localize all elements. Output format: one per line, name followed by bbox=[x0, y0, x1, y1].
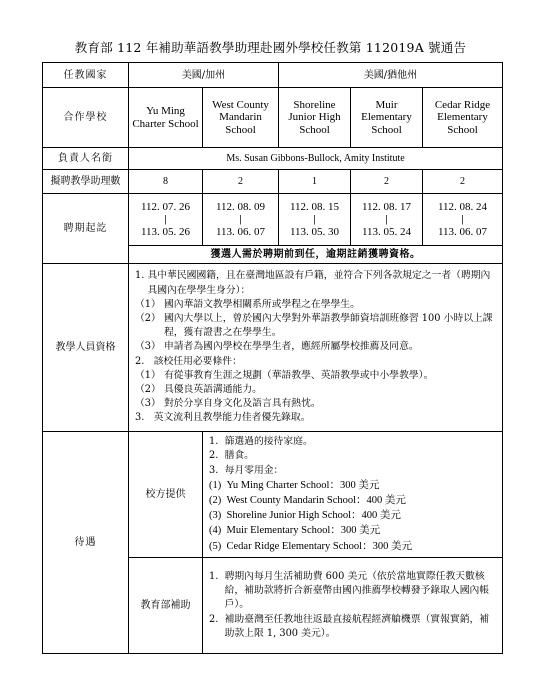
list-item: 1. 聘期內每月生活補助費 600 美元（依於當地實際任教天數核給，補助款將折合新臺幣由國內推薦學校轉發予錄取人國內帳戶）。 bbox=[209, 570, 490, 611]
country-label: 任教國家 bbox=[43, 63, 129, 88]
period-start: 112. 08. 24 bbox=[437, 201, 488, 214]
period-separator: | bbox=[460, 214, 465, 225]
moe-subsidy-label: 教育部補助 bbox=[129, 558, 203, 654]
list-item: 3. 英文流利且教學能力佳者優先錄取。 bbox=[135, 412, 311, 424]
period-start: 112. 08. 17 bbox=[361, 201, 412, 214]
school-name: Cedar Ridge Elementary School bbox=[423, 88, 503, 148]
count-label: 擬聘教學助理數 bbox=[43, 170, 129, 194]
notice-table bbox=[42, 62, 503, 654]
period-label: 聘期起訖 bbox=[43, 194, 129, 264]
period-end: 113. 05. 26 bbox=[140, 225, 191, 238]
period-cell bbox=[279, 194, 351, 246]
assistant-count: 2 bbox=[351, 170, 423, 194]
period-cell bbox=[351, 194, 423, 246]
period-end: 113. 06. 07 bbox=[215, 225, 266, 238]
qualification-content bbox=[129, 264, 503, 432]
list-item: （1） 有從事教育生涯之規劃（華語教學、英語教學或中小學教學）。 bbox=[135, 369, 434, 381]
list-item: （2） 國內大學以上，曾於國內大學對外華語教學師資培訓班修習 100 小時以上課程，獲有證書之在學學生。 bbox=[135, 312, 493, 339]
list-item: 3. 每月零用金： bbox=[209, 464, 284, 476]
list-item: 1. 篩選過的接待家庭。 bbox=[209, 436, 313, 448]
list-item: （1） 國內華語文教學相關系所或學程之在學學生。 bbox=[135, 298, 360, 310]
moe-subsidy-content bbox=[203, 558, 503, 654]
list-item: 2. 補助臺灣至任教地往返最直接航程經濟艙機票（實報實銷，補助款上限 1, 300 美元）。 bbox=[209, 613, 490, 639]
school-name: Yu Ming Charter School bbox=[129, 88, 203, 148]
period-cell bbox=[129, 194, 203, 246]
school-provides-content bbox=[203, 432, 503, 558]
period-end: 113. 05. 24 bbox=[361, 225, 412, 238]
school-label: 合作學校 bbox=[43, 88, 129, 148]
list-item: （3） 申請者為國內學校在學學生者，應經所屬學校推薦及同意。 bbox=[135, 341, 419, 353]
period-separator: | bbox=[163, 214, 168, 225]
period-separator: | bbox=[312, 214, 317, 225]
qualification-label: 教學人員資格 bbox=[43, 264, 129, 432]
treatment-label: 待遇 bbox=[43, 432, 129, 654]
list-item: (4) Muir Elementary School：300 美元 bbox=[209, 525, 381, 537]
period-start: 112. 08. 09 bbox=[215, 201, 266, 214]
school-name: Shoreline Junior High School bbox=[279, 88, 351, 148]
period-separator: | bbox=[238, 214, 243, 225]
assistant-count: 8 bbox=[129, 170, 203, 194]
period-end: 113. 06. 07 bbox=[437, 225, 488, 238]
list-item: 2. 膳食。 bbox=[209, 450, 254, 462]
list-item: (2) West County Mandarin School：400 美元 bbox=[209, 494, 406, 506]
list-item: （2） 具優良英語溝通能力。 bbox=[135, 384, 262, 395]
assistant-count: 2 bbox=[203, 170, 279, 194]
page-title: 教育部 112 年補助華語教學助理赴國外學校任教第 112019A 號通告 bbox=[74, 40, 467, 55]
contact-value: Ms. Susan Gibbons-Bullock, Amity Institute bbox=[129, 148, 503, 170]
contact-label: 負責人名銜 bbox=[43, 148, 129, 170]
period-cell bbox=[423, 194, 503, 246]
school-name: Muir Elementary School bbox=[351, 88, 423, 148]
country-california: 美國/加州 bbox=[129, 63, 279, 88]
list-item: （3） 對於分享自身文化及語言具有熱忱。 bbox=[135, 398, 321, 410]
period-end: 113. 05. 30 bbox=[289, 225, 340, 238]
school-name: West County Mandarin School bbox=[203, 88, 279, 148]
country-utah: 美國/猶他州 bbox=[279, 63, 503, 88]
list-item: (1) Yu Ming Charter School：300 美元 bbox=[209, 479, 380, 491]
arrival-notice: 獲選人需於聘期前到任，逾期註銷獲聘資格。 bbox=[129, 246, 503, 264]
school-provides-label: 校方提供 bbox=[129, 432, 203, 558]
list-item: (5) Cedar Ridge Elementary School：300 美元 bbox=[209, 540, 412, 552]
list-item: (3) Shoreline Junior High School：400 美元 bbox=[209, 510, 401, 522]
period-start: 112. 07. 26 bbox=[140, 201, 191, 214]
list-item: 1. 具中華民國國籍，且在臺灣地區設有戶籍，並符合下列各款規定之一者（聘期內具國內在學學生身分）： bbox=[135, 270, 491, 296]
list-item: 2. 該校任用必要條件： bbox=[135, 355, 242, 367]
assistant-count: 2 bbox=[423, 170, 503, 194]
period-separator: | bbox=[384, 214, 389, 225]
assistant-count: 1 bbox=[279, 170, 351, 194]
period-cell bbox=[203, 194, 279, 246]
period-start: 112. 08. 15 bbox=[289, 201, 340, 214]
